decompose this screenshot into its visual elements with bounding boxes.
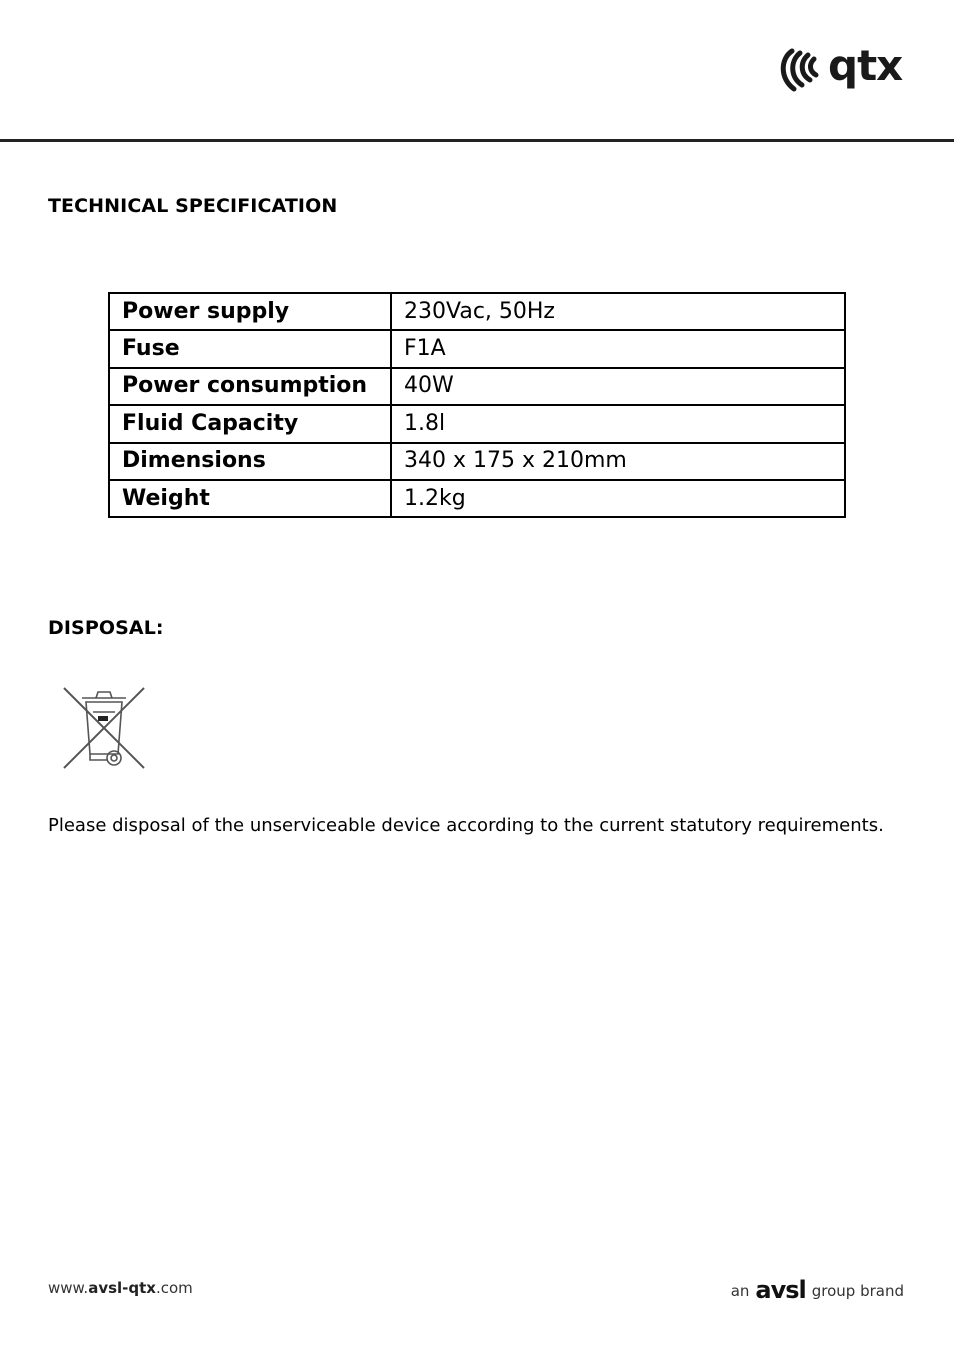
table-row — [109, 405, 845, 442]
brand-suffix: group brand — [811, 1282, 904, 1300]
footer-brand — [730, 1276, 904, 1304]
spec-value: 340 x 175 x 210mm — [391, 443, 845, 480]
table-row — [109, 368, 845, 405]
spec-table — [108, 292, 846, 518]
weee-crossed-bin-icon — [60, 684, 148, 772]
spec-value: 1.2kg — [391, 480, 845, 517]
spec-value: 230Vac, 50Hz — [391, 293, 845, 330]
qtx-logo — [778, 40, 912, 100]
disposal-note: Please disposal of the unserviceable device according to the current statutory requirements. — [48, 815, 884, 836]
website-prefix: www. — [48, 1279, 89, 1297]
spec-label: Power consumption — [109, 368, 391, 405]
section-title-disposal: DISPOSAL: — [48, 617, 164, 639]
logo-wordmark: qtx — [828, 41, 903, 90]
spec-label: Fluid Capacity — [109, 405, 391, 442]
spec-label: Power supply — [109, 293, 391, 330]
footer-website — [48, 1279, 193, 1297]
table-row — [109, 443, 845, 480]
table-row — [109, 293, 845, 330]
spec-label: Fuse — [109, 330, 391, 367]
spec-value: F1A — [391, 330, 845, 367]
website-suffix: .com — [155, 1279, 193, 1297]
qtx-waves-icon — [778, 45, 824, 95]
avsl-logo: avsl — [755, 1276, 806, 1304]
spec-label: Dimensions — [109, 443, 391, 480]
brand-prefix: an — [730, 1282, 750, 1300]
section-title-technical-specification: TECHNICAL SPECIFICATION — [48, 195, 338, 217]
spec-value: 40W — [391, 368, 845, 405]
spec-label: Weight — [109, 480, 391, 517]
website-domain: avsl-qtx — [88, 1279, 156, 1297]
header-divider — [0, 139, 954, 142]
spec-value: 1.8l — [391, 405, 845, 442]
table-row — [109, 330, 845, 367]
table-row — [109, 480, 845, 517]
